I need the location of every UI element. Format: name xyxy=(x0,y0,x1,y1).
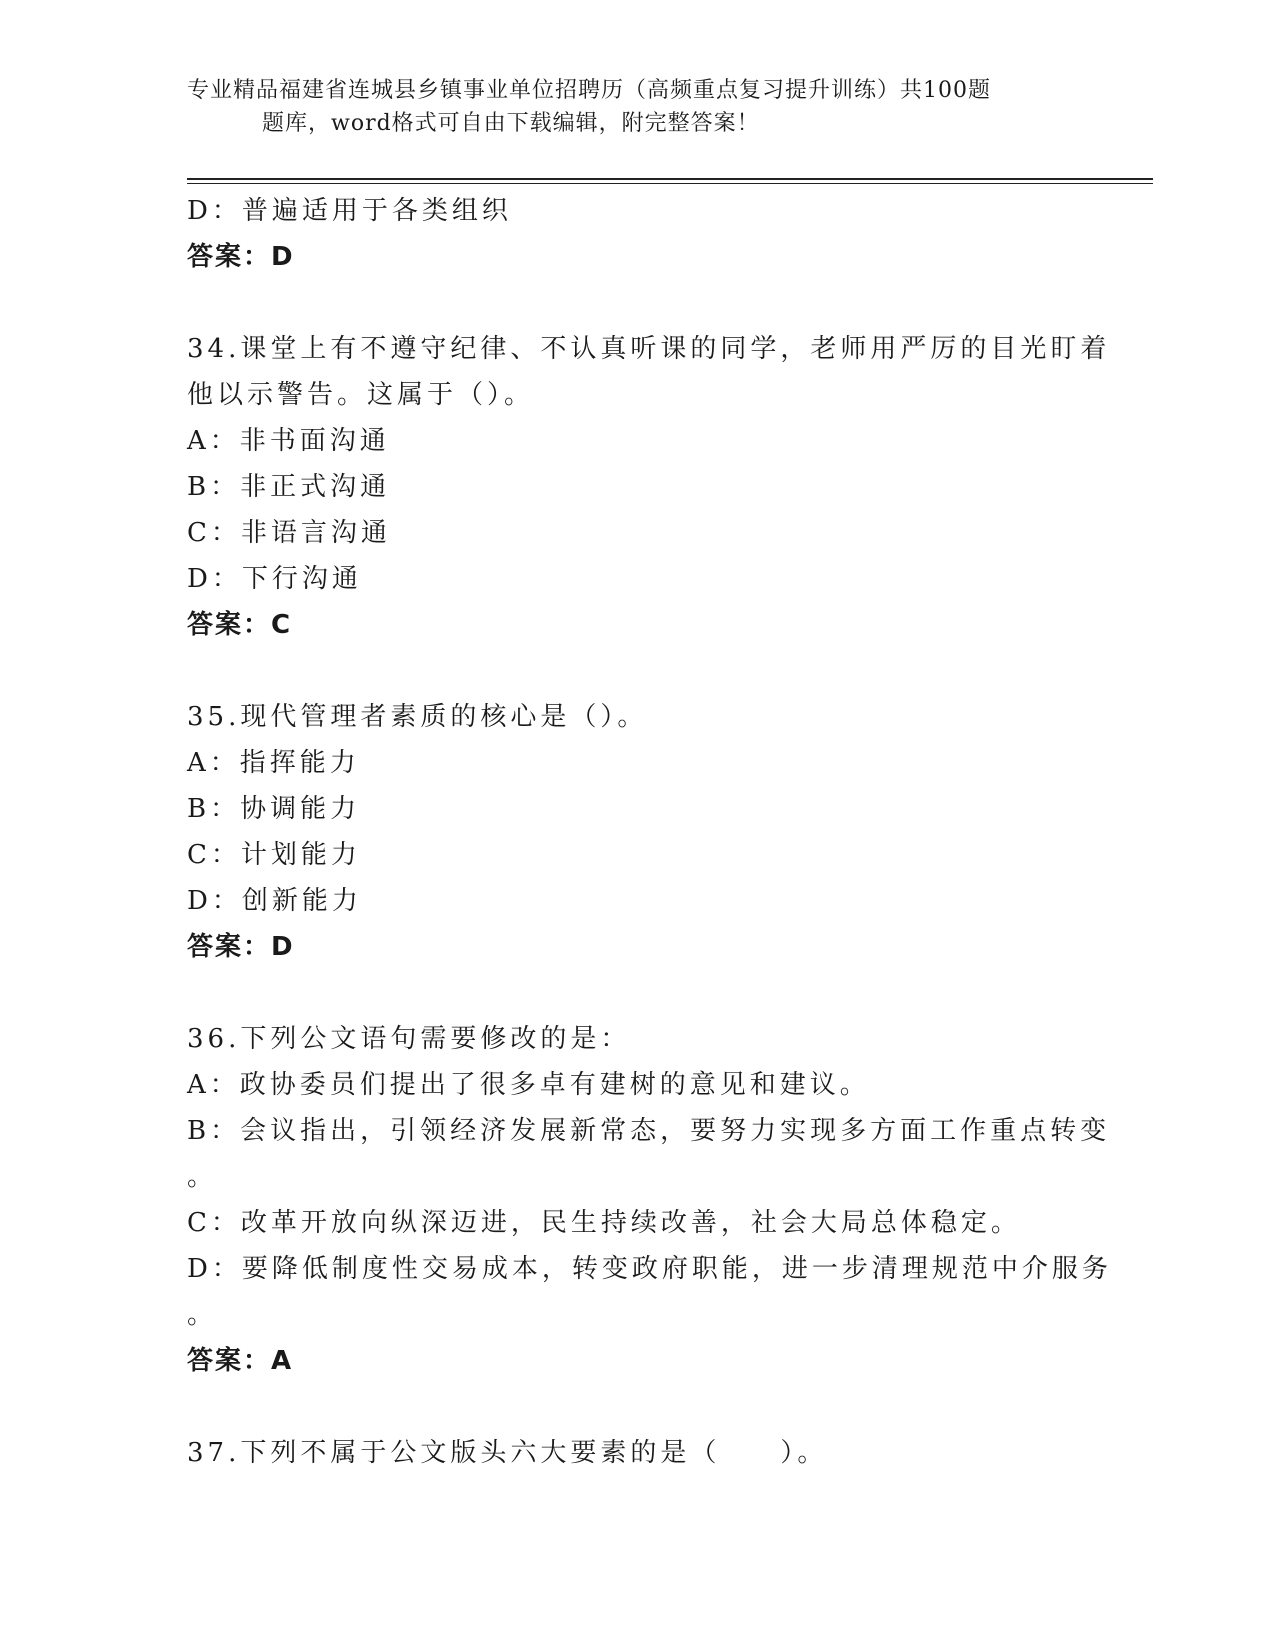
q36-option-c: C：改革开放向纵深迈进，民生持续改善，社会大局总体稳定。 xyxy=(187,1208,1021,1238)
q35-option-c: C：计划能力 xyxy=(187,840,361,870)
q36-stem: 36.下列公文语句需要修改的是： xyxy=(187,1024,631,1054)
q36-option-b-tail: 。 xyxy=(187,1162,218,1192)
q34-option-a: A：非书面沟通 xyxy=(187,426,390,456)
header-title-line2: 题库，word格式可自由下载编辑，附完整答案！ xyxy=(262,111,760,136)
spacer xyxy=(187,970,1087,1016)
q36-option-d-tail: 。 xyxy=(187,1300,218,1330)
q34-answer: 答案：C xyxy=(187,610,293,640)
q36-option-b: B：会议指出，引领经济发展新常态，要努力实现多方面工作重点转变 xyxy=(187,1116,1111,1146)
prev-answer: 答案：D xyxy=(187,242,295,272)
q34-option-c: C：非语言沟通 xyxy=(187,518,391,548)
q35-option-d: D：创新能力 xyxy=(187,886,362,916)
q34-option-b: B：非正式沟通 xyxy=(187,472,391,502)
q34-stem-line2: 他以示警告。这属于（）。 xyxy=(187,380,535,410)
header-divider-thick xyxy=(187,178,1153,180)
prev-option-d: D：普遍适用于各类组织 xyxy=(187,196,512,226)
q34-option-d: D：下行沟通 xyxy=(187,564,362,594)
q36-answer: 答案：A xyxy=(187,1346,294,1376)
q35-answer: 答案：D xyxy=(187,932,295,962)
q36-option-a: A：政协委员们提出了很多卓有建树的意见和建议。 xyxy=(187,1070,870,1100)
q35-stem: 35.现代管理者素质的核心是（）。 xyxy=(187,702,648,732)
spacer xyxy=(187,280,1087,326)
header-divider-thin xyxy=(187,183,1153,184)
q37-stem: 37.下列不属于公文版头六大要素的是（ ）。 xyxy=(187,1438,828,1468)
page-header xyxy=(187,74,1067,140)
document-body xyxy=(187,188,1112,1476)
q35-option-a: A：指挥能力 xyxy=(187,748,360,778)
spacer xyxy=(187,1384,1087,1430)
q34-stem-line1: 34.课堂上有不遵守纪律、不认真听课的同学，老师用严厉的目光盯着 xyxy=(187,334,1111,364)
q35-option-b: B：协调能力 xyxy=(187,794,361,824)
q36-option-d: D：要降低制度性交易成本，转变政府职能，进一步清理规范中介服务 xyxy=(187,1254,1112,1284)
spacer xyxy=(187,648,1087,694)
header-title-line1: 专业精品福建省连城县乡镇事业单位招聘历（高频重点复习提升训练）共100题 xyxy=(187,78,991,103)
